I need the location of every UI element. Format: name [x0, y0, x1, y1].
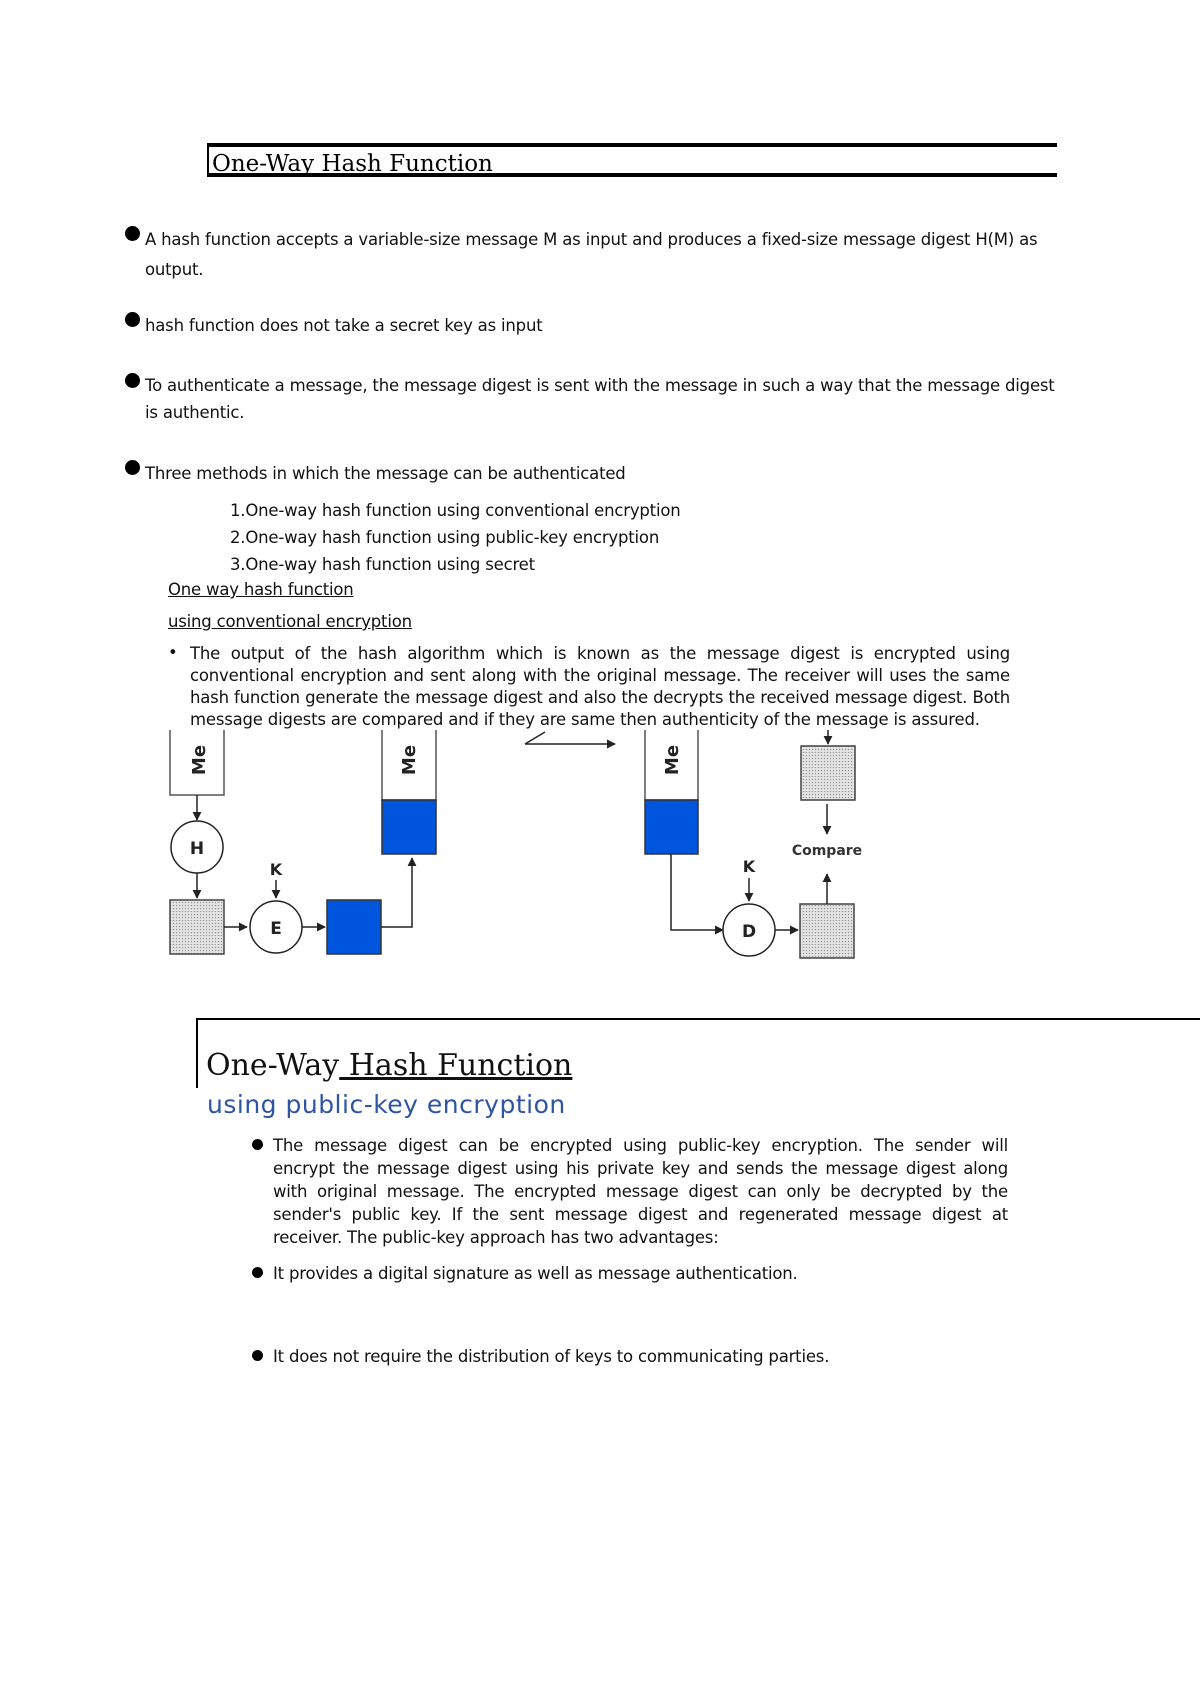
- arrow: [381, 858, 412, 927]
- hash-label: H: [189, 839, 205, 859]
- bullet-line: is authentic.: [145, 403, 245, 422]
- advantage-item: It does not require the distribution of keys to communicating parties.: [273, 1347, 830, 1366]
- method-item: 1.One-way hash function using conventional encryption: [230, 501, 681, 520]
- paragraph: The message digest can be encrypted using public-key encryption. The sender will encrypt the message digest using his private key and sends the message digest along with original message. The encrypted message digest can only be decrypted by the sender's public key. If the sent message digest and regenerated message digest at receiver. The public-key approach has two advantages:: [273, 1136, 1008, 1247]
- message-label: Me: [399, 744, 420, 776]
- bullet-item: [145, 459, 1065, 489]
- section-title: [206, 1048, 572, 1083]
- digest-block: [800, 904, 854, 958]
- bullet-icon: [125, 373, 140, 388]
- method-item: 2.One-way hash function using public-key encryption: [230, 528, 660, 547]
- advantage-item: It provides a digital signature as well as message authentication.: [273, 1264, 798, 1283]
- bullet-icon: [252, 1139, 263, 1150]
- bullet-line: Three methods in which the message can be authenticated: [145, 464, 626, 483]
- bullet-line: To authenticate a message, the message digest is sent with the message in such a way that the message digest: [145, 376, 1055, 395]
- hash-diagram: [160, 730, 880, 970]
- arrow: [671, 854, 723, 930]
- key-label: K: [269, 860, 283, 879]
- encrypt-label: E: [270, 919, 282, 939]
- key-label: K: [742, 857, 756, 876]
- encrypted-block: [327, 900, 381, 954]
- decrypt-label: D: [741, 922, 757, 942]
- bullet-icon: [252, 1267, 263, 1278]
- methods-list: [230, 497, 681, 578]
- compare-label: Compare: [791, 843, 863, 859]
- title-part: Hash: [339, 1048, 428, 1083]
- bullet-icon: [125, 226, 140, 241]
- message-label: Me: [189, 744, 210, 776]
- bullet-line: hash function does not take a secret key as input: [145, 316, 543, 335]
- message-label: Me: [662, 744, 683, 776]
- bullet-icon: [252, 1350, 263, 1361]
- title-part: Function: [427, 1048, 573, 1083]
- digest-block: [801, 746, 855, 800]
- bullet-line: A hash function accepts a variable-size message M as input and produces a fixed-size message digest H(M) as: [145, 230, 1038, 249]
- subheading: One way hash function: [168, 580, 354, 599]
- section-subtitle: using public-key encryption: [207, 1090, 566, 1119]
- section-title: One-Way Hash Function: [212, 151, 493, 177]
- bullet-item: [145, 372, 1085, 426]
- digest-block: [170, 900, 224, 954]
- encrypted-block: [382, 800, 436, 854]
- subheading: using conventional encryption: [168, 612, 412, 631]
- arrow: [525, 732, 545, 744]
- title-part: One-Way: [206, 1048, 340, 1083]
- bullet-line: output.: [145, 260, 204, 279]
- paragraph: The output of the hash algorithm which is known as the message digest is encrypted using conventional encryption and sent along with the original message. The receiver will uses the same hash function generate the message digest and also the decrypts the received message digest. Both message digests are compared and if they are same then authenticity of the message is assured.: [190, 644, 1010, 729]
- bullet-icon: [125, 460, 140, 475]
- bullet-item: [145, 311, 1065, 341]
- bullet-icon: [125, 312, 140, 327]
- paragraph-bullet: •: [168, 643, 178, 662]
- encrypted-block: [645, 800, 698, 854]
- method-item: 3.One-way hash function using secret: [230, 555, 535, 574]
- bullet-item: [145, 225, 1065, 285]
